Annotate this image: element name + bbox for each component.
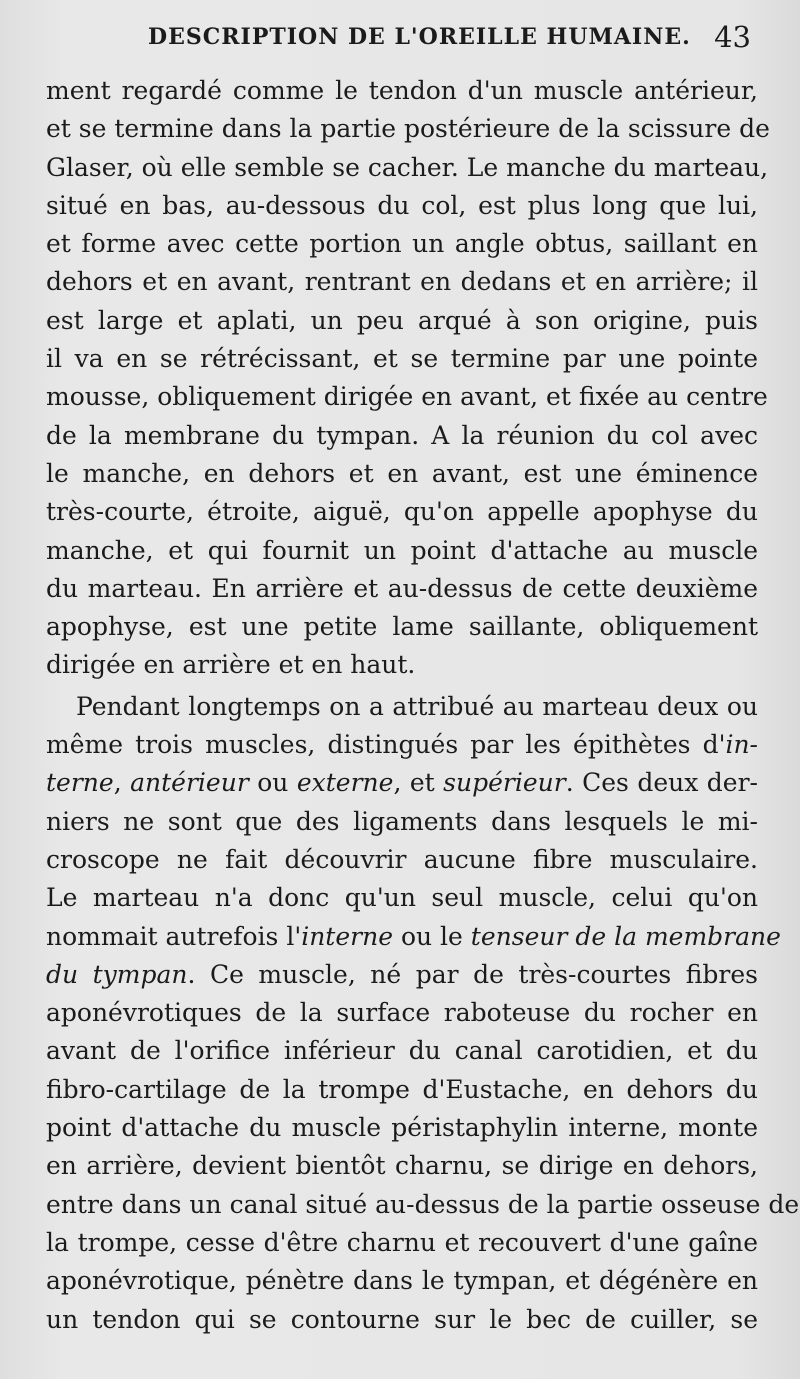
text-run: même trois muscles, distingués par les épithètes d' bbox=[46, 730, 726, 760]
text-line: manche, et qui fournit un point d'attache au muscle bbox=[46, 535, 758, 565]
text-line: entre dans un canal situé au-dessus de la partie osseuse de bbox=[46, 1189, 800, 1219]
paragraph-2 bbox=[46, 688, 800, 1339]
text-line: mousse, obliquement dirigée en avant, et fixée au centre bbox=[46, 382, 768, 412]
text-run: ou bbox=[248, 768, 297, 798]
text-line: et se termine dans la partie postérieure de la scissure de bbox=[46, 114, 770, 144]
text-line bbox=[46, 918, 781, 956]
text-line: dehors et en avant, rentrant en dedans et en arrière; il bbox=[46, 267, 758, 297]
text-line: et forme avec cette portion un angle obtus, saillant en bbox=[46, 229, 758, 259]
text-line: situé en bas, au-dessous du col, est plus long que lui, bbox=[46, 190, 758, 220]
text-run: . Ces deux der- bbox=[565, 768, 758, 798]
text-line: il va en se rétrécissant, et se termine par une pointe bbox=[46, 344, 758, 374]
page-number: 43 bbox=[714, 20, 751, 54]
text-line: Le marteau n'a donc qu'un seul muscle, celui qu'on bbox=[46, 883, 758, 913]
text-run: . Ce muscle, né par de très-courtes fibres bbox=[187, 959, 759, 989]
text-line: du marteau. En arrière et au-dessus de cette deuxième bbox=[46, 573, 758, 603]
text-line: fibro-cartilage de la trompe d'Eustache, en dehors du bbox=[46, 1074, 758, 1104]
text-line: avant de l'orifice inférieur du canal carotidien, et du bbox=[46, 1036, 758, 1066]
text-run: , et bbox=[393, 768, 444, 798]
text-line: de la membrane du tympan. A la réunion du col avec bbox=[46, 420, 758, 450]
text-run: , bbox=[113, 768, 131, 798]
italic-term: antérieur bbox=[130, 768, 249, 798]
text-line: niers ne sont que des ligaments dans lesquels le mi- bbox=[46, 806, 758, 836]
text-line: très-courte, étroite, aiguë, qu'on appelle apophyse du bbox=[46, 497, 758, 527]
text-line: Pendant longtemps on a attribué au marteau deux ou bbox=[76, 691, 758, 721]
text-line: point d'attache du muscle péristaphylin interne, monte bbox=[46, 1113, 758, 1143]
italic-term: terne bbox=[46, 768, 114, 798]
text-line: Glaser, où elle semble se cacher. Le manche du marteau, bbox=[46, 152, 769, 182]
text-line: en arrière, devient bientôt charnu, se dirige en dehors, bbox=[46, 1151, 758, 1181]
text-line: aponévrotique, pénètre dans le tympan, et dégénère en bbox=[46, 1266, 758, 1296]
italic-term: supérieur bbox=[443, 768, 566, 798]
text-line: dirigée en arrière et en haut. bbox=[46, 650, 416, 680]
text-line bbox=[46, 764, 758, 802]
text-line: ment regardé comme le tendon d'un muscle antérieur, bbox=[46, 76, 758, 105]
text-line: le manche, en dehors et en avant, est une éminence bbox=[46, 458, 758, 488]
text-line bbox=[46, 956, 758, 994]
italic-term: tenseur de la membrane bbox=[470, 921, 781, 951]
text-line: la trompe, cesse d'être charnu et recouvert d'une gaîne bbox=[46, 1227, 758, 1257]
italic-term: du tympan bbox=[46, 959, 188, 989]
italic-term: externe bbox=[296, 768, 394, 798]
running-title: DESCRIPTION DE L'OREILLE HUMAINE. bbox=[148, 24, 691, 50]
text-line: est large et aplati, un peu arqué à son origine, puis bbox=[46, 305, 758, 335]
text-line bbox=[46, 726, 758, 764]
text-line: croscope ne fait découvrir aucune fibre musculaire. bbox=[46, 844, 758, 874]
body-text bbox=[46, 72, 800, 1339]
text-line: apophyse, est une petite lame saillante, obliquement bbox=[46, 612, 758, 642]
paragraph-1 bbox=[46, 72, 770, 685]
text-run: ou le bbox=[393, 921, 471, 951]
italic-term: interne bbox=[301, 921, 393, 951]
text-line: un tendon qui se contourne sur le bec de cuiller, se bbox=[46, 1304, 758, 1334]
text-run: nommait autrefois l' bbox=[46, 921, 302, 951]
italic-term: in- bbox=[725, 730, 758, 760]
text-line: aponévrotiques de la surface raboteuse du rocher en bbox=[46, 998, 758, 1028]
